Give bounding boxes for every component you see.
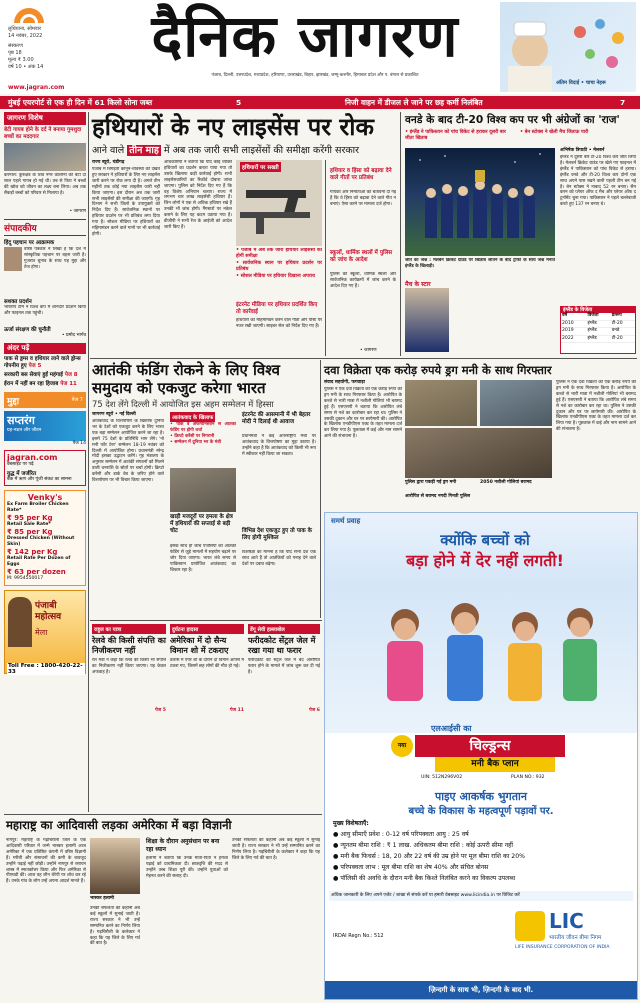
lead-box4: पुलिस को स्कूलों, धार्मिक स्थलों और सार्वजनिक कार्यक्रमों में जांच करने के आदेश दिए गए हैं।	[330, 272, 396, 289]
cricket-headline[interactable]: वनडे के बाद टी-20 विश्व कप पर भी अंग्रेजों का 'राज'	[405, 114, 620, 126]
story-jail-tag: डेंगू सेवी हल्लाबोल	[248, 624, 320, 634]
scorebox-cell: विजेता	[587, 313, 611, 320]
terror-col2: इसके साथ ही जांच एजेंसियों को आतंकी फंडिंग से जुड़े मामलों में सहयोग बढ़ाने पर जोर दिया जाएगा। भारत लंबे समय से पाकिस्तान प्रायोजित आतंकवाद का शिकार रहा है।	[170, 544, 236, 573]
sun-logo-icon	[12, 6, 46, 23]
cricket-text: इंग्लैंड ने दूसरी बार टी-20 विश्व कप जीत लिया है। मेलबर्न क्रिकेट ग्राउंड पर खेले गए फाइनल में इंग्लैंड ने पाकिस्तान को पांच विकेट से हराया। इंग्लैंड वनडे और टी-20 विश्व कप दोनों एक साथ अपने पास रखने वाली पहली टीम बन गई है। बेन स्टोक्स ने नाबाद 52 रन बनाए। सैम करन को प्लेयर ऑफ द मैच और प्लेयर ऑफ द टूर्नामेंट चुना गया। पाकिस्तान ने पहले बल्लेबाजी करते हुए 137 रन बनाए थे।	[560, 155, 636, 208]
sidebar-section-inside: अंदर पढ़ें	[4, 343, 86, 354]
lic-headline-1: क्योंकि बच्चों को	[440, 531, 530, 549]
nehru-portrait-icon	[500, 2, 636, 92]
scorebox-cell: वनडे	[611, 328, 635, 336]
terror-subhead: 75 देश लेंगे दिल्ली में आयोजित इस अहम सम्मेलन में हिस्सा	[92, 399, 274, 409]
drugs-photo-1	[405, 380, 477, 426]
lic-plan-no: PLAN NO.: 932	[511, 775, 545, 780]
story-railway-head: रेलवे की किसी संपत्ति का निजीकरण नहीं	[92, 636, 166, 655]
story-jail-page: पेज 6	[309, 708, 320, 713]
lic-logo-icon	[515, 911, 545, 941]
mudda-label: मुद्दा	[7, 396, 20, 407]
scorebox-cell: इंग्लैंड	[587, 328, 611, 336]
venkys-l6: ₹ 142 per Kg	[7, 548, 58, 556]
scorebox-cell: टी-20	[611, 335, 635, 343]
lead-box4-head[interactable]: स्कूलों, धार्मिक स्थलों में पुलिस को जांच के आदेश	[330, 250, 393, 263]
sidebar-divider	[88, 112, 89, 812]
boy-col4: उनकी सफलता की कहानी अब कई स्कूलों में सुनाई जाती है। राज्य सरकार ने भी उन्हें सम्मानित करने का निर्णय लिया है। गढ़चिरौली के कलेक्टर ने कहा कि यह जिले के लिए गर्व की बात है।	[232, 838, 320, 861]
inside-item-2[interactable]: सरकारी बस सेवाएं हुईं महंगाई पेज 8	[4, 372, 78, 378]
venkys-mob: M: 9954550017	[7, 576, 44, 581]
drugs-divider	[320, 360, 321, 618]
hr-2	[90, 620, 322, 621]
trophy-celebration-icon	[405, 148, 555, 256]
scorebox-table	[561, 313, 635, 343]
sidebar-s2-item2[interactable]: सशक्त प्रदर्शन	[4, 299, 32, 305]
boy-col2: उनकी सफलता की कहानी अब कई स्कूलों में सुनाई जाती है। राज्य सरकार ने भी उन्हें सम्मानित करने का निर्णय लिया है। गढ़चिरौली के कलेक्टर ने कहा कि यह जिले के लिए गर्व की बात है।	[90, 906, 140, 947]
scorebox-row	[561, 328, 635, 336]
lic-uin: UIN: 512N296V02	[421, 775, 463, 780]
lic-logo-box	[515, 905, 633, 973]
lead-box3-head[interactable]: हथियार व हिंसा को बढ़ावा देने वाले गीतों पर प्रतिबंध	[330, 168, 392, 181]
boy-sub-text: हलामी ने बताया कि उनके माता-पिता ने हमेशा पढ़ाई को प्राथमिकता दी। छात्रवृत्ति की मदद से उन्होंने उच्च शिक्षा पूरी की। उन्होंने युवाओं को मेहनत करने की सलाह दी।	[146, 856, 228, 879]
sidebar-section-jagran-vishesh: जागरण विशेष	[4, 112, 86, 125]
terror-col3b: विशेषज्ञों का मानना है कि यदि सभी देश एक साथ आते हैं तो आतंकियों को पनाह देने वाले देशों पर दबाव बढ़ेगा।	[242, 550, 316, 567]
terror-mid-tag: आतंकवाद के खिलाफ	[170, 412, 215, 422]
sidebar-section-editorial: संपादकीय	[4, 219, 86, 236]
sidebar-s1-headline[interactable]: बेटी गायब होने के दर्द ने बनाया गुमशुदा बच्चों का मददगार	[4, 127, 82, 140]
sidebar-s2-text2: भारतीय टीम ने विश्व कप में शानदार प्रदर्शन किया और फाइनल तक पहुंची।	[4, 305, 86, 316]
scorebox-row	[561, 320, 635, 328]
lead-box1: • पंजाब में अब तक जारी हथियार लाइसेंसों की होगी समीक्षा • सार्वजनिक स्थान पर हथियार प्रदर्शन पर प्रतिबंध • सोशल मीडिया पर हथियार दिखाना अपराध	[236, 248, 322, 279]
boy-text: नागपुर: महाराष्ट्र के गढ़चिरौली जिले के एक आदिवासी परिवार में जन्मे भास्कर हलामी आज अमेरिका में एक प्रतिष्ठित कंपनी में वरिष्ठ विज्ञानी हैं। गरीबी और संसाधनों की कमी के बावजूद उन्होंने पढ़ाई नहीं छोड़ी। उन्होंने नागपुर से रसायन शास्त्र में स्नातकोत्तर किया और फिर अमेरिका से पीएचडी की। आज वह जीन थेरेपी पर शोध कर रहे हैं। उनके गांव के लोग उन्हें अपना आदर्श मानते हैं।	[6, 838, 86, 885]
scorebox-cell: इंग्लैंड	[587, 320, 611, 328]
story-jail-text: फरीदकोट की सेंट्रल जेल में बंद आरोपित फरार होने के मामले में जांच शुरू कर दी गई है।	[248, 658, 320, 675]
lic-badge-2: नया	[391, 735, 413, 757]
terror-col3: प्रधानमंत्री ने कई अंतरराष्ट्रीय मंचों पर आतंकवाद के वित्तपोषण का मुद्दा उठाया है। उन्होंने कहा है कि आतंकवाद को किसी भी रूप में स्वीकार नहीं किया जा सकता।	[242, 434, 316, 457]
jagran-com-sub: वेबसाइट पर पढ़ें	[7, 462, 34, 467]
cricket-photo-caption: जीत का जश्न : मेलबर्न क्रिकेट ग्राउंड पर खिताब जीतने के बाद ट्रॉफी के साथ जश्न मनाते इंग्लैंड के खिलाड़ी।	[405, 258, 555, 269]
lic-footer: अधिक जानकारी के लिए अपने एजेंट / शाखा से संपर्क करें या हमारी वेबसाइट www.licindia.in पर विजिट करें	[329, 891, 633, 901]
lead-box3: गायकों और निर्माताओं को चेतावनी दी गई है कि वे हिंसा को बढ़ावा देने वाले गीत न बनाएं। ऐसा करने पर मामला दर्ज होगा।	[330, 190, 396, 207]
terror-headline-1[interactable]: आतंकी फंडिंग रोकने के लिए विश्व	[92, 361, 280, 379]
drugs-photo-caption2: 2050 नशीली गोलियां बरामद	[480, 480, 532, 485]
sidebar-s1-text: करनाल: कुरुक्षेत्र के शिव नगर कॉलोनी की बेटी दो साल पहले गायब हो गई थी। तब से पिता ने बच्चों की खोज को जीवन का लक्ष्य बना लिया। अब तक सैकड़ों बच्चों को परिवार से मिलाया है।	[4, 173, 86, 196]
masthead-subline: पंजाब, दिल्ली, उत्तरप्रदेश, मध्यप्रदेश, हरियाणा, उत्तराखंड, बिहार, झारखंड, जम्मू-कश्मीर, हिमाचल प्रदेश और प. बंगाल से प्रकाशित	[211, 73, 419, 78]
venkys-brand: Venky's	[27, 493, 63, 502]
lic-feature-item: ● परिपक्वता लाभ : मूल बीमा राशि का शेष 40% और संचित बोनस	[333, 864, 489, 871]
lead-subhead-post: में अब तक जारी सभी लाइसेंसों की समीक्षा करेंगी सरकार	[163, 145, 359, 156]
cricket-bullet2: • बेन स्टोक्स ने खेली मैच जिताऊ पारी	[520, 130, 589, 135]
masthead-edition: संस्करण	[8, 43, 23, 49]
terror-byline: जागरण ब्यूरो • नई दिल्ली	[92, 412, 136, 417]
venkys-l4: ₹ 85 per Kg	[7, 528, 53, 536]
boy-subhead: शिक्षा के दौरान अनुसंधान पर बना रहा ध्यान	[146, 838, 220, 853]
lic-children-photo	[325, 583, 637, 733]
drugs-photo-caption3: आरोपित से बरामद नगदी गिनती पुलिस	[405, 494, 471, 499]
boy-photo	[90, 838, 140, 894]
scorebox-header-row	[561, 313, 635, 320]
lic-feature-item: ● आयु सीमाएँ प्रवेश : 0-12 वर्ष परिपक्वता आयु : 25 वर्ष	[333, 831, 469, 838]
lead-subhead-pre: आने वाले	[92, 145, 125, 156]
lead-subhead-highlight: तीन माह	[129, 145, 159, 156]
drugs-photo-2	[480, 380, 552, 426]
columnist-avatar	[4, 247, 22, 271]
venkys-l7: Retail Rate Per Dozen of Eggs	[7, 556, 71, 567]
jagran-com-item[interactable]: युद्ध में जर्जरित	[7, 471, 37, 477]
terror-mid-head[interactable]: खाड़ी मजदूरों पर हमला के क्षेत्र में हथियारों की सप्लाई से बड़ी चोट	[170, 514, 233, 534]
sidebar-s2-byline: • प्रमोद भार्गव	[61, 333, 86, 338]
lead-box2-head[interactable]: इंटरनेट मीडिया पर हथियार प्रदर्शित किए तो कार्रवाई	[236, 302, 318, 315]
sidebar-s2-item3[interactable]: ऊर्जा संरक्षण की चुनौती	[4, 327, 51, 333]
lic-features-list	[333, 829, 631, 884]
masthead-city: लुधियाना, सोमवार	[8, 26, 41, 32]
story-aircrash-page: पेज 11	[229, 708, 244, 713]
gun-icon	[236, 160, 322, 246]
scorebox-cell: इंग्लैंड	[587, 335, 611, 343]
lead-col2: अधिकारियों ने बताया कि यदि कोई व्यक्ति हथियारों का प्रदर्शन करता पाया गया तो उसके खिलाफ कड़ी कार्रवाई होगी। सभी लाइसेंसधारियों का रिकॉर्ड दोबारा जांचा जाएगा। पुलिस को निर्देश दिए गए हैं कि वह विशेष अभियान चलाए। राज्य में लगभग चार लाख लाइसेंसी हथियार हैं। जिन लोगों ने एक से अधिक हथियार रखे हैं उनकी भी जांच होगी। गैंगस्टरों पर नकेल कसने के लिए यह कदम उठाया गया है। डीजीपी ने सभी रेंज के आईजी को आदेश जारी किए हैं।	[164, 160, 232, 230]
jagran-com-box[interactable]	[4, 450, 86, 486]
lic-irdai: IRDAI Regn No.: 512	[333, 933, 384, 939]
terror-headline-2[interactable]: समुदाय को एकजुट करेगा भारत	[92, 379, 266, 397]
mudda-page: पेज 7	[71, 397, 83, 403]
festival-ad[interactable]	[4, 590, 86, 674]
main-divider	[400, 112, 401, 356]
teaser-right[interactable]: निजी वाहन में डीजल ले जाने पर छह कर्मी निलंबित	[345, 98, 483, 107]
terror-photo	[170, 468, 236, 512]
story-railway-text: रेल मंत्री ने कहा कि रेलवे की किसी भी संपत्ति का निजीकरण नहीं किया जाएगा। यह केवल अफवाह है।	[92, 658, 166, 675]
lic-logo-en: LIFE INSURANCE CORPORATION OF INDIA	[515, 945, 610, 950]
lic-headline-2: बड़ा होने में देर नहीं लगती!	[406, 551, 564, 570]
festival-ad-sub: मेला	[35, 628, 48, 637]
story-railway-page: पेज 5	[155, 708, 166, 713]
scorebox-cell: टी-20	[611, 320, 635, 328]
lic-cta: पाइए आकर्षक भुगतान	[435, 790, 527, 803]
drugs-headline[interactable]: दवा विक्रेता एक करोड़ रुपये ड्रग मनी के साथ गिरफ्तार	[324, 363, 552, 377]
story-aircrash-text: डलास में एयर शो के दौरान दो विमान आपस में टकरा गए, जिसमें छह लोगों की मौत हो गई।	[170, 658, 244, 669]
masthead-date: 14 नवंबर, 2022	[8, 33, 43, 39]
lead-box2: हथियारों का महिमामंडन करने वाले गीतों और पोस्ट पर नजर रखी जाएगी। साइबर सेल को निर्देश दिए गए हैं।	[236, 318, 322, 329]
lic-tagline: ज़िन्दगी के साथ भी, ज़िन्दगी के बाद भी.	[325, 981, 637, 999]
lic-plan-name: चिल्ड्रन्स	[415, 735, 565, 757]
story-jail[interactable]	[248, 624, 320, 766]
venkys-ad[interactable]	[4, 490, 86, 586]
venkys-l5: Dressed Chicken (Without Skin)	[7, 536, 75, 547]
boy-headline[interactable]: महाराष्ट्र का आदिवासी लड़का अमेरिका में बड़ा विज्ञानी	[6, 818, 232, 832]
story-railway[interactable]	[92, 624, 166, 766]
terror-mid-bullets: • पाक व अफगानिस्तान से आतंकी फंडिंग पर होगी चर्चा • क्रिप्टो करेंसी पर निगरानी • सम्मेलन में दुनिया भर के मंत्री	[170, 422, 236, 445]
lic-logo-text: LIC	[549, 909, 584, 933]
inside-item-3[interactable]: ईरान में नहीं बन रहा हिजाब पेज 11	[4, 381, 77, 387]
lic-plan-badge	[391, 723, 591, 787]
story-aircrash-head: अमेरिका में दो सैन्य विमान शो में टकराए	[170, 636, 229, 655]
cricket-bullet1: • इंग्लैंड ने पाकिस्तान को पांच विकेट से हराकर दूसरी बार जीता खिताब	[405, 130, 506, 141]
masthead	[0, 0, 640, 94]
masthead-info	[8, 26, 98, 71]
nehru-ad-caption: अंतिम विदाई • चाचा नेहरू	[556, 80, 606, 86]
story-jail-head: फरीदकोट सेंट्रल जेल में रखा गया था फरार	[248, 636, 316, 655]
lic-cta-2: बच्चे के विकास के महत्वपूर्ण पड़ावों पर.	[408, 806, 554, 817]
story-railway-tag: राहुल का यात्रा	[92, 624, 166, 634]
boy-photo-caption: भास्कर हलामी	[90, 896, 114, 901]
scorebox-cell: वर्ष	[561, 313, 587, 320]
masthead-price: मूल्य ₹ 3.00	[8, 57, 34, 63]
masthead-year: वर्ष 10 • अंक 14	[8, 64, 44, 70]
drugs-byline: संवाद सहयोगी, फगवाड़ा	[324, 380, 365, 385]
lic-feature-item: ● न्यूनतम बीमा राशि : ₹ 1 लाख. अधिकतम बीमा राशि : कोई ऊपरी सीमा नहीं	[333, 842, 514, 849]
saptrang-title: सप्तरंग	[7, 414, 35, 427]
venkys-l1: Ex Farm Broiler Chicken Rate*	[7, 502, 69, 513]
venkys-l2: ₹ 95 per Kg	[7, 514, 53, 522]
match-star-photo	[405, 288, 449, 352]
nehru-ad	[500, 2, 636, 92]
saptrang-page: पेज 14	[72, 441, 86, 446]
scorebox-cell: 2019	[561, 328, 587, 336]
saptrang-sub: ग्रह-नक्षत्र और जीवन	[7, 428, 42, 433]
terror-col3-head2[interactable]: विभिन्न देश एकजुट हुए तो पाक के लिए होगी मुश्किल	[242, 528, 312, 541]
lead-inner-divider	[325, 160, 326, 356]
jagran-com-item2: बैंक में ऋण और पूंजी संकट का सामना	[7, 477, 72, 482]
terror-col1: आतंकवाद के वित्तपोषण के खिलाफ दुनिया भर के देशों को एकजुट करने के लिए भारत एक बड़ा सम्मेलन आयोजित करने जा रहा है। इसमें 75 देशों के प्रतिनिधि भाग लेंगे। 'नो मनी फॉर टेरर' सम्मेलन 18-19 नवंबर को दिल्ली में आयोजित होगा। प्रधानमंत्री नरेन्द्र मोदी इसका उद्घाटन करेंगे। गृह मंत्रालय के अनुसार सम्मेलन में आतंकी संगठनों को मिलने वाली धनराशि के स्रोतों पर चर्चा होगी। क्रिप्टो करेंसी और डार्क वेब के जरिए होने वाले वित्तपोषण पर भी विचार किया जाएगा।	[92, 419, 164, 484]
newspaper-title: दैनिक जागरण	[151, 2, 459, 70]
sidebar-s1-photo	[4, 143, 86, 171]
cricket-scorebox	[560, 306, 636, 354]
lic-badge-1: एलआईसी का	[431, 724, 472, 733]
lic-features-title: मुख्य विशेषताएँ:	[333, 820, 369, 827]
festival-ad-person	[8, 597, 32, 647]
cricket-byline: अभिषेक त्रिपाठी • मेलबर्न	[560, 148, 605, 153]
sidebar-s1-byline: • जागरण	[69, 209, 86, 214]
cricket-photo	[405, 148, 555, 256]
saptrang-banner[interactable]	[4, 411, 86, 441]
scorebox-row	[561, 335, 635, 343]
teaser-bar	[0, 96, 640, 109]
teaser-left[interactable]: मुंबई एयरपोर्ट से एक ही दिन में 61 किलो सोना जब्त	[8, 98, 153, 107]
sidebar-s2-text: वरिष्ठ पत्रकार ने लिखा है कि देश में सांस्कृतिक पहचान पर बहस जारी है। गुजरात चुनाव के साथ यह मुद्दा और तेज होगा।	[24, 247, 86, 270]
venkys-l3: Retail Sale Rate*	[7, 522, 51, 527]
drugs-text-right: पुलिस ने एक दवा विक्रेता को एक करोड़ रुपये की ड्रग मनी के साथ गिरफ्तार किया है। आरोपित के कब्जे से भारी मात्रा में नशीली गोलियां भी बरामद हुई हैं। एसएसपी ने बताया कि आरोपित लंबे समय से नशे का कारोबार कर रहा था। पुलिस ने उसकी दुकान और घर पर छापेमारी की। आरोपित के खिलाफ एनडीपीएस एक्ट के तहत मामला दर्ज कर लिया गया है। पूछताछ में कई और नाम सामने आने की संभावना है।	[556, 380, 636, 433]
lead-byline: राज्य ब्यूरो, चंडीगढ़	[92, 160, 125, 165]
lic-feature-item: ● पॉलिसी की अवधि के दौरान मनी बैक किश्ते निलंबित करने का विकल्प उपलब्ध	[333, 875, 516, 882]
scorebox-title: इंग्लैंड के विजेता	[561, 307, 635, 313]
match-star-label: मैच के स्टार	[405, 281, 431, 288]
drugs-photo-caption1: पुलिस द्वारा पकड़ी गई ड्रग मनी	[405, 480, 457, 485]
sidebar-s2-item1[interactable]: हिंदू पहचान पर आक्रामक	[4, 240, 55, 246]
scorebox-cell: 2022	[561, 335, 587, 343]
lead-photo-guns	[236, 160, 322, 246]
lead-photo-tag: हथियारों पर सख्ती	[240, 162, 281, 172]
lead-headline[interactable]: हथियारों के नए लाइसेंस पर रोक	[92, 112, 374, 141]
drugs-text: पुलिस ने एक दवा विक्रेता को एक करोड़ रुपये की ड्रग मनी के साथ गिरफ्तार किया है। आरोपित के कब्जे से भारी मात्रा में नशीली गोलियां भी बरामद हुई हैं। एसएसपी ने बताया कि आरोपित लंबे समय से नशे का कारोबार कर रहा था। पुलिस ने उसकी दुकान और घर पर छापेमारी की। आरोपित के खिलाफ एनडीपीएस एक्ट के तहत मामला दर्ज कर लिया गया है। पूछताछ में कई और नाम सामने आने की संभावना है।	[324, 387, 402, 440]
story-aircrash[interactable]	[170, 624, 244, 766]
teaser-right-page: 7	[620, 98, 626, 107]
lic-brand: समर्थ प्रवाह	[331, 517, 361, 525]
festival-ad-toll: Toll Free : 1800-420-22-33	[7, 663, 85, 675]
lead-subhead	[92, 144, 392, 157]
hr-3	[4, 814, 322, 815]
lic-ad[interactable]	[324, 512, 638, 1000]
lic-logo-full: भारतीय जीवन बीमा निगम	[549, 935, 602, 941]
lic-feature-item: ● मनी बैक फिचर्स : 18, 20 और 22 वर्ष की उम्र होने पर मूल बीमा राशि का 20%	[333, 853, 526, 860]
festival-ad-title: पंजाबी महोत्सव	[35, 601, 62, 622]
lead-col1: पंजाब में बिगड़ती कानून-व्यवस्था को देखते हुए सरकार ने हथियारों के लिए नए लाइसेंस जारी करने पर रोक लगा दी है। अगले तीन महीनों तक कोई नया लाइसेंस जारी नहीं किया जाएगा। इस दौरान अब तक जारी सभी लाइसेंसों की समीक्षा की जाएगी। गृह विभाग ने सभी जिलों के उपायुक्तों को निर्देश दिए हैं। सार्वजनिक स्थानों पर हथियार प्रदर्शन पर भी प्रतिबंध लगा दिया गया है। सोशल मीडिया पर हथियारों का महिमामंडन करने वाले गानों पर भी कार्रवाई होगी।	[92, 167, 160, 237]
scorebox-cell: 2010	[561, 320, 587, 328]
venkys-l8: ₹ 63 per dozen	[7, 568, 66, 576]
drugs-photo-3	[405, 428, 552, 478]
website-link[interactable]: www.jagran.com	[8, 84, 65, 91]
hr-1	[90, 358, 637, 359]
terror-col3-head[interactable]: इंटरनेट की आसमानी में भी बेहतर मोदी ने दिलाई थी आवाज	[242, 412, 311, 425]
inside-item-1[interactable]: पाक से ड्रग्स व हथियार लाने वाले ड्रोन्स गोपनीय हुए पेज 5	[4, 356, 81, 369]
story-aircrash-tag: दुर्घटना हादसा	[170, 624, 244, 634]
lead-credit: • जागरण	[360, 348, 377, 353]
scorebox-cell: प्रारूप	[611, 313, 635, 320]
jagran-com-label: jagran.com	[7, 453, 58, 462]
children-icon	[325, 583, 637, 733]
teaser-left-page: 5	[236, 98, 242, 107]
mudda-banner[interactable]	[4, 392, 86, 408]
lic-plan-sub: मनी बैक प्लान	[435, 757, 555, 772]
masthead-pages: पृष्ठ 18	[8, 50, 22, 56]
cricket-match-star	[405, 280, 555, 354]
